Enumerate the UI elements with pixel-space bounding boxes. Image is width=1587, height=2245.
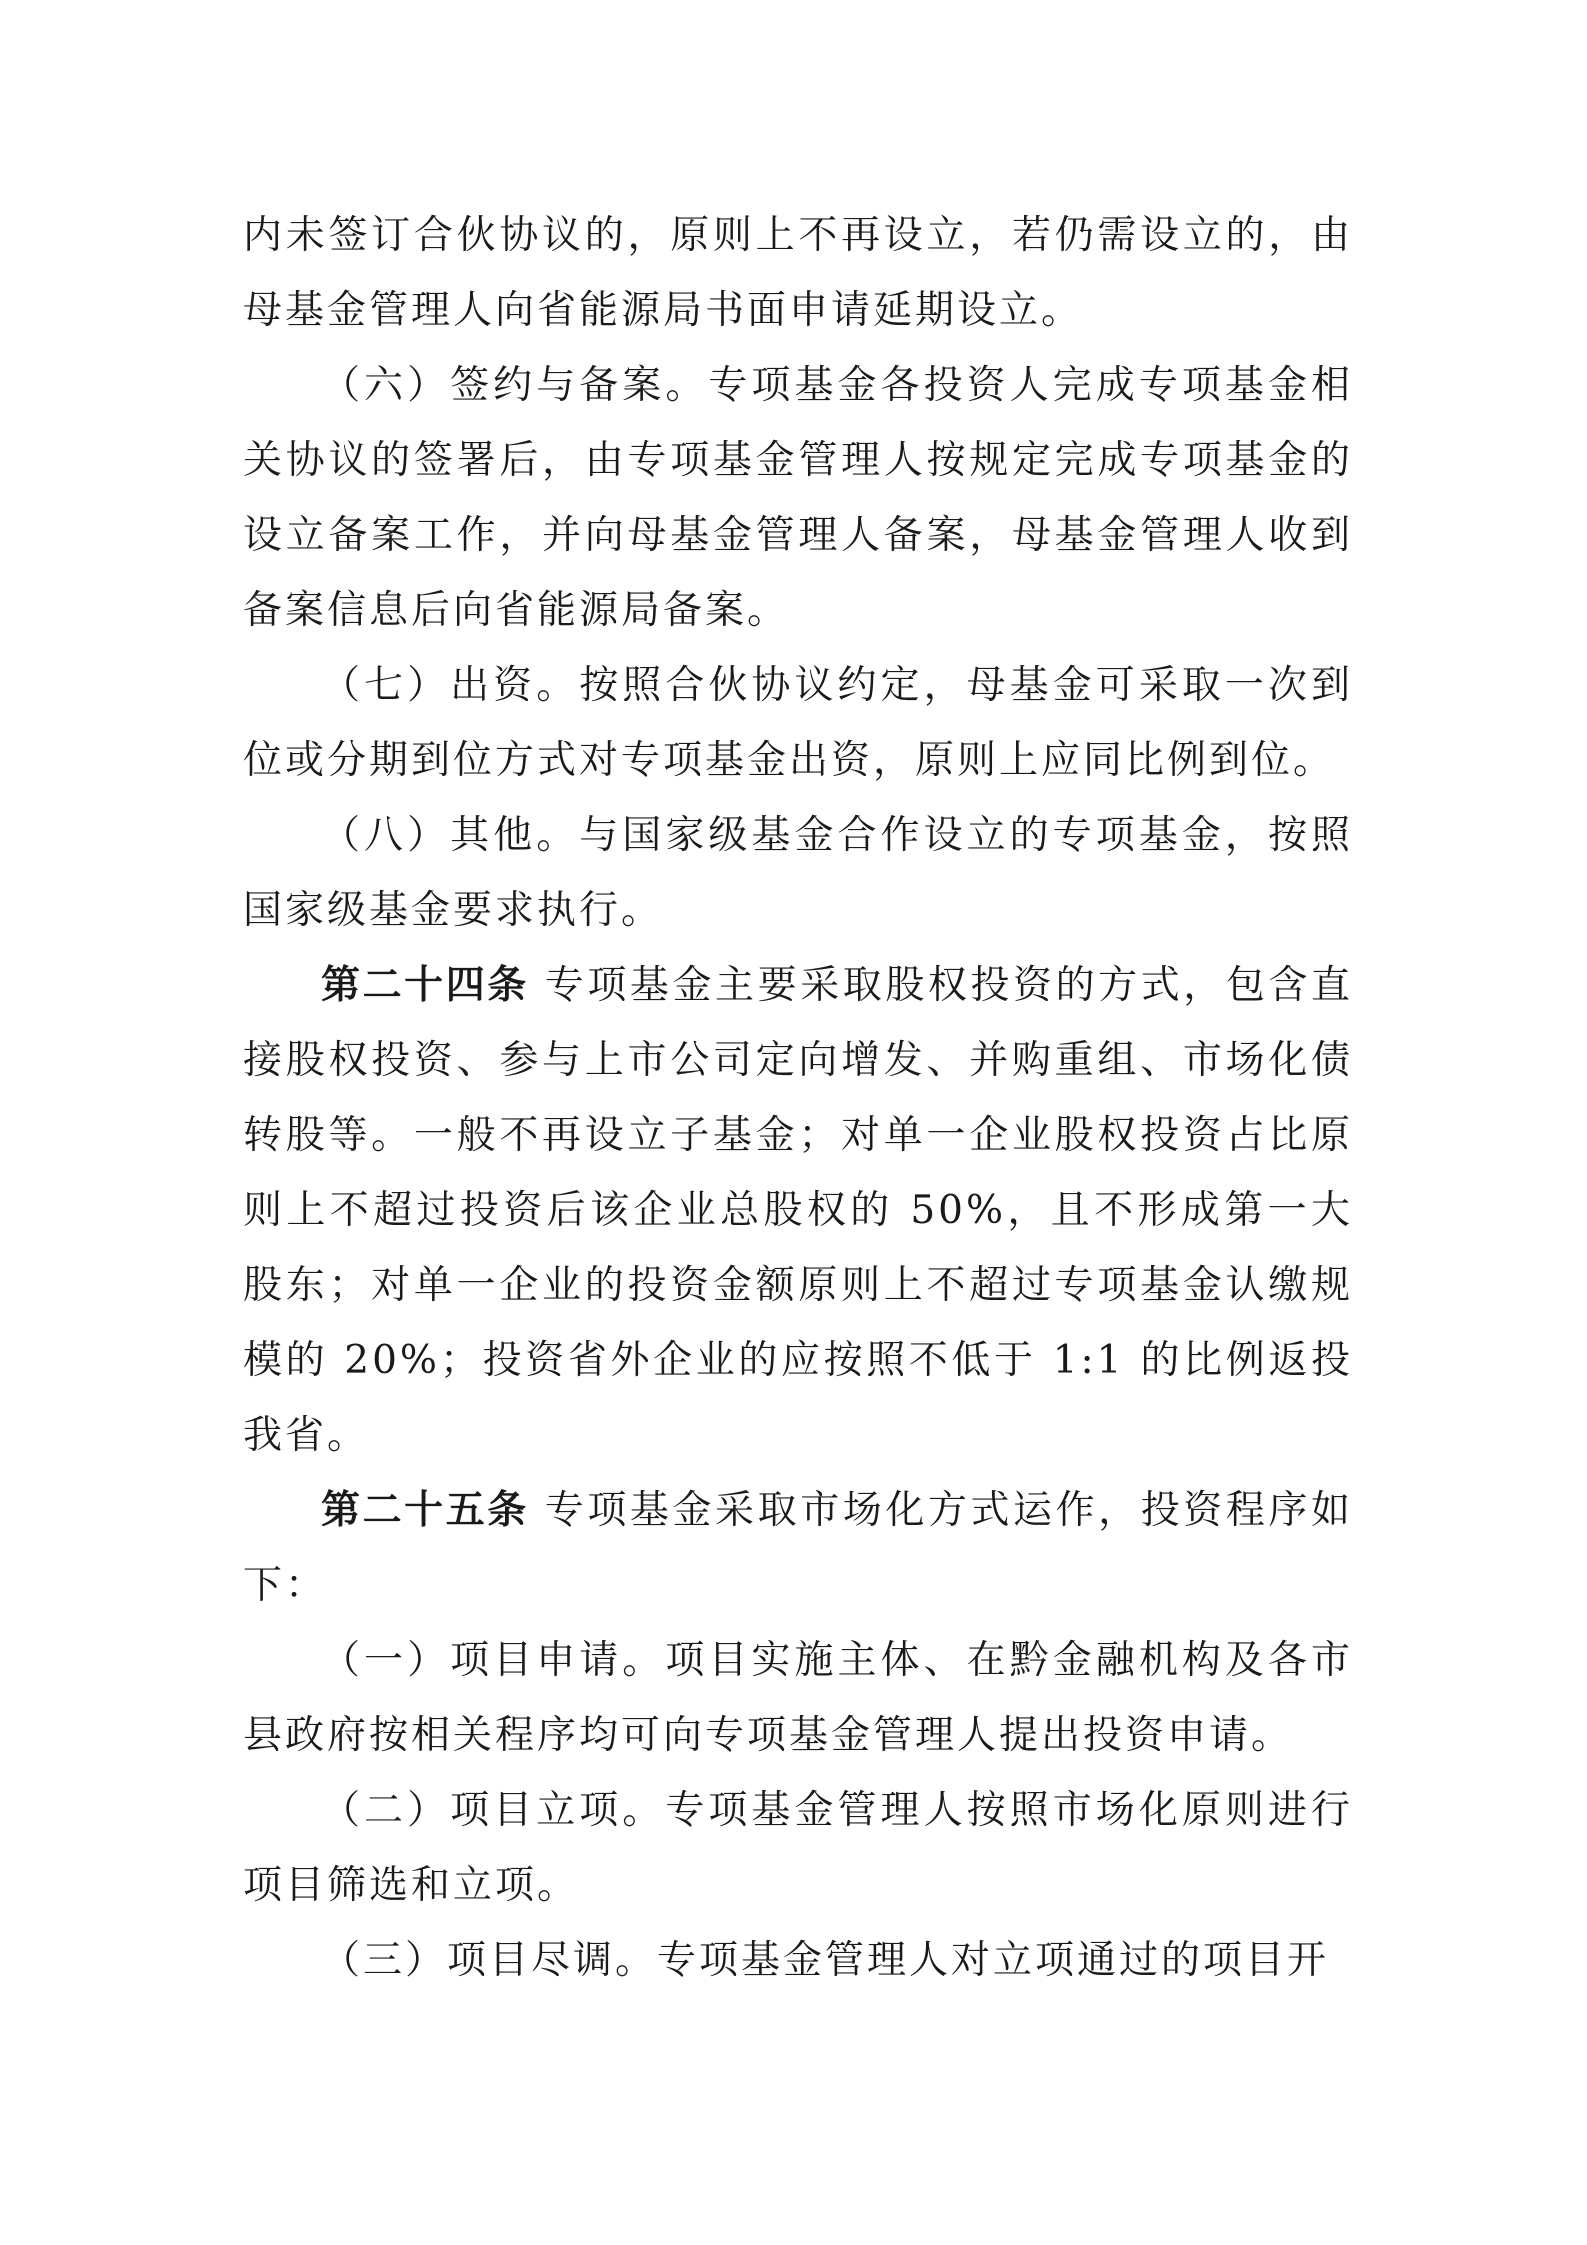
paragraph-step-3: （三）项目尽调。专项基金管理人对立项通过的项目开 (321, 1938, 1330, 1983)
article-24-body: 专项基金主要采取股权投资的方式，包含直接股权投资、参与上市公司定向增发、并购重组、市场化债转股等。一般不再设立子基金；对单一企业股权投资占比原则上不超过投资后该企业总股权的 50%，且不形成第一大股东；对单一企业的投资金额原则上不超过专项基金认缴规模的 20%；投资省外企业的应按照不低于 1:1 的比例返投我省。 (243, 963, 1353, 1458)
paragraph-continued: 内未签订合伙协议的，原则上不再设立，若仍需设立的，由母基金管理人向省能源局书面申请延期设立。 (243, 213, 1353, 333)
article-25-body: 专项基金采取市场化方式运作，投资程序如下： (243, 1488, 1353, 1608)
paragraph-item-7: （七）出资。按照合伙协议约定，母基金可采取一次到位或分期到位方式对专项基金出资，原则上应同比例到位。 (243, 663, 1353, 783)
article-25-heading: 第二十五条 (321, 1488, 529, 1533)
paragraph-item-8: （八）其他。与国家级基金合作设立的专项基金，按照国家级基金要求执行。 (243, 813, 1353, 933)
article-25 (243, 1473, 1353, 1623)
paragraph-step-2: （二）项目立项。专项基金管理人按照市场化原则进行项目筛选和立项。 (243, 1788, 1353, 1908)
paragraph-step-1: （一）项目申请。项目实施主体、在黔金融机构及各市县政府按相关程序均可向专项基金管理人提出投资申请。 (243, 1638, 1353, 1758)
article-24 (243, 948, 1353, 1473)
document-body (243, 198, 1353, 1998)
paragraph-item-6: （六）签约与备案。专项基金各投资人完成专项基金相关协议的签署后，由专项基金管理人按规定完成专项基金的设立备案工作，并向母基金管理人备案，母基金管理人收到备案信息后向省能源局备案。 (243, 363, 1353, 633)
article-24-heading: 第二十四条 (321, 963, 529, 1008)
